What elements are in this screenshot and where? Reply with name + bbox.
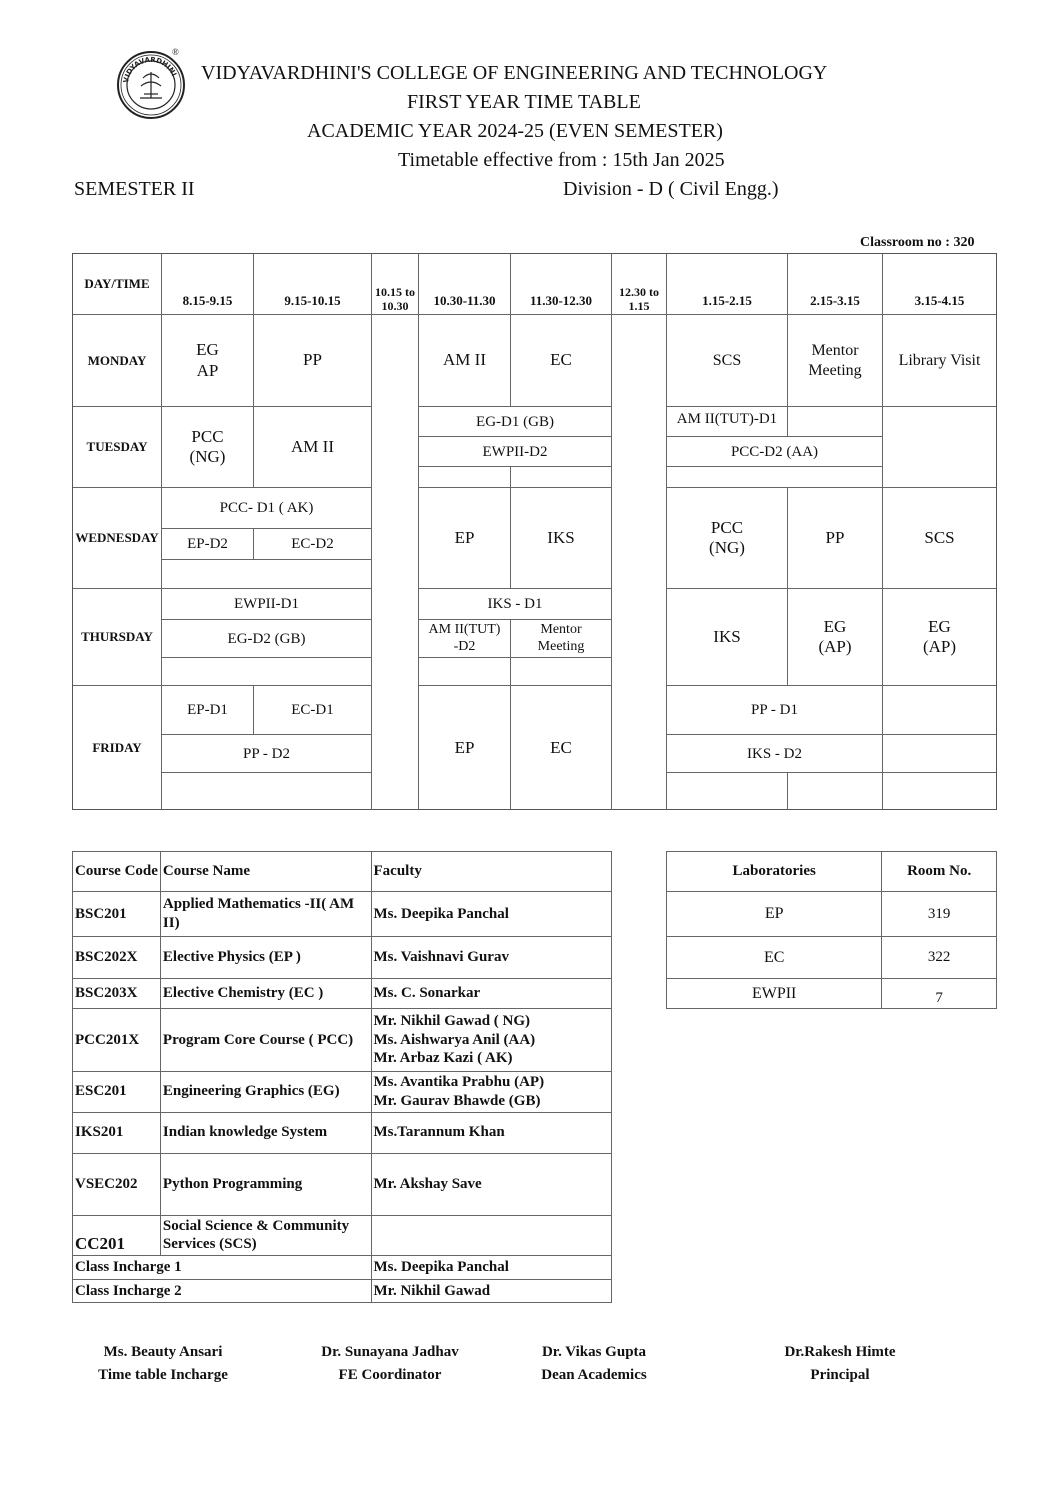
signatory-name: Dr. Sunayana Jadhav (321, 1344, 459, 1360)
course-name: Applied Mathematics -II( AM II) (160, 892, 371, 937)
page-title: FIRST YEAR TIME TABLE (407, 91, 641, 113)
slot-header: 2.15-3.15 (810, 293, 860, 309)
thursday-batch-d1: EWPII-D1 (234, 596, 299, 612)
monday-slot-4: AM II (443, 350, 486, 370)
slot-header: 10.30-11.30 (433, 293, 496, 309)
slot-header: 3.15-4.15 (914, 293, 965, 309)
day-label-thursday: THURSDAY (81, 629, 153, 645)
table-row (73, 979, 612, 1009)
table-row (73, 1072, 612, 1113)
signature-block (760, 1341, 920, 1386)
effective-date: Timetable effective from : 15th Jan 2025 (398, 149, 725, 171)
course-faculty: Mr. Nikhil Gawad ( NG) Ms. Aishwarya Anil (AA) Mr. Arbaz Kazi ( AK) (371, 1009, 612, 1072)
logo-registered-mark: ® (172, 47, 179, 57)
table-row (73, 937, 612, 979)
semester-label: SEMESTER II (74, 178, 195, 200)
timetable-grid (72, 253, 997, 810)
monday-slot-8: Mentor Meeting (808, 342, 862, 379)
friday-batch-d1-afternoon: PP - D1 (751, 702, 798, 718)
table-row (667, 892, 997, 937)
signatory-name: Ms. Beauty Ansari (103, 1344, 223, 1360)
course-code: BSC201 (73, 892, 161, 937)
course-faculty: Ms. Avantika Prabhu (AP) Mr. Gaurav Bhawde (GB) (371, 1072, 612, 1113)
wednesday-slot-9: SCS (924, 527, 955, 547)
incharge-name: Mr. Nikhil Gawad (371, 1280, 612, 1303)
header-course-name: Course Name (160, 852, 371, 892)
signature-block (310, 1341, 470, 1386)
lab-room: 7 (882, 979, 997, 1009)
header-course-code: Course Code (73, 852, 161, 892)
thursday-slot-9: EG (AP) (922, 616, 957, 656)
slot-header: 8.15-9.15 (182, 293, 233, 309)
course-name: Engineering Graphics (EG) (160, 1072, 371, 1113)
incharge-row (73, 1256, 612, 1280)
course-faculty: Ms. Vaishnavi Gurav (371, 937, 612, 979)
course-faculty: Ms. C. Sonarkar (371, 979, 612, 1009)
break-header: 10.15 to 10.30 (375, 284, 415, 313)
signatory-role: Principal (810, 1366, 870, 1383)
course-name: Elective Physics (EP ) (160, 937, 371, 979)
lunch-header: 12.30 to 1.15 (619, 284, 659, 313)
lab-name: EWPII (667, 979, 882, 1009)
table-row (73, 1009, 612, 1072)
day-time-header: DAY/TIME (84, 276, 150, 292)
classroom-number: Classroom no : 320 (860, 235, 975, 250)
monday-slot-5: EC (550, 350, 572, 370)
tuesday-slot-2: AM II (291, 436, 334, 456)
tuesday-batch-d2-afternoon: PCC-D2 (AA) (730, 443, 819, 460)
header-faculty: Faculty (371, 852, 612, 892)
lab-header-row (667, 852, 997, 892)
monday-slot-1: EG AP (196, 340, 219, 380)
monday-slot-9: Library Visit (898, 351, 981, 369)
wednesday-batch-d2-ep: EP-D2 (187, 536, 228, 552)
wednesday-slot-4: EP (454, 527, 475, 547)
tuesday-slot-1: PCC (NG) (189, 426, 226, 466)
course-faculty (371, 1215, 612, 1256)
course-code: ESC201 (73, 1072, 161, 1113)
lab-room: 319 (882, 892, 997, 937)
course-name: Indian knowledge System (160, 1112, 371, 1153)
course-code: VSEC202 (73, 1153, 161, 1215)
day-label-wednesday: WEDNESDAY (75, 530, 159, 546)
thursday-batch-d1-morning: IKS - D1 (487, 596, 543, 612)
signatory-name: Dr. Vikas Gupta (541, 1344, 647, 1360)
course-name: Program Core Course ( PCC) (160, 1009, 371, 1072)
signature-block (524, 1341, 664, 1386)
friday-slot-5: EC (550, 737, 572, 757)
friday-batch-d2-afternoon: IKS - D2 (747, 745, 802, 762)
thursday-mentor-meeting: Mentor Meeting (537, 621, 585, 654)
academic-year: ACADEMIC YEAR 2024-25 (EVEN SEMESTER) (307, 120, 723, 142)
division-label: Division - D ( Civil Engg.) (563, 178, 779, 200)
lab-table (666, 851, 997, 1009)
monday-slot-7: SCS (712, 351, 742, 369)
wednesday-slot-5: IKS (547, 527, 575, 547)
logo-text: VIDYAVARDHINI (122, 55, 178, 84)
course-code: CC201 (73, 1215, 161, 1256)
course-code: BSC202X (73, 937, 161, 979)
monday-slot-2: PP (303, 350, 322, 370)
wednesday-slot-8: PP (825, 527, 845, 547)
day-label-monday: MONDAY (87, 352, 147, 368)
lab-name: EC (667, 937, 882, 979)
tuesday-batch-d2-morning: EWPII-D2 (482, 443, 548, 460)
signatory-name: Dr.Rakesh Himte (784, 1344, 896, 1360)
slot-header: 1.15-2.15 (702, 293, 752, 309)
table-row (73, 892, 612, 937)
thursday-slot-8: EG (AP) (818, 616, 852, 656)
slot-header: 9.15-10.15 (284, 293, 341, 309)
table-row (73, 1215, 612, 1256)
lab-room: 322 (882, 937, 997, 979)
college-logo (116, 50, 186, 120)
table-row (73, 1153, 612, 1215)
course-name: Elective Chemistry (EC ) (160, 979, 371, 1009)
thursday-batch-d2-tut: AM II(TUT) -D2 (428, 621, 501, 654)
course-faculty: Ms. Deepika Panchal (371, 892, 612, 937)
friday-batch-d1-ec: EC-D1 (291, 702, 334, 718)
table-row (73, 1112, 612, 1153)
day-label-friday: FRIDAY (92, 740, 142, 756)
course-code: PCC201X (73, 1009, 161, 1072)
wednesday-batch-d2-ec: EC-D2 (291, 536, 334, 552)
table-row (667, 979, 997, 1009)
course-faculty: Ms.Tarannum Khan (371, 1112, 612, 1153)
table-row (667, 937, 997, 979)
signatory-role: Dean Academics (541, 1366, 647, 1383)
header-room-no: Room No. (882, 852, 997, 892)
incharge-label: Class Incharge 2 (73, 1280, 372, 1303)
incharge-label: Class Incharge 1 (73, 1256, 372, 1280)
course-name: Python Programming (160, 1153, 371, 1215)
tuesday-batch-d1-morning: EG-D1 (GB) (476, 413, 554, 430)
course-code: BSC203X (73, 979, 161, 1009)
thursday-slot-7: IKS (713, 626, 741, 646)
signatory-role: Time table Incharge (98, 1366, 228, 1383)
course-table (72, 851, 612, 1303)
incharge-name: Ms. Deepika Panchal (371, 1256, 612, 1280)
friday-batch-d2: PP - D2 (243, 745, 290, 762)
wednesday-batch-d1: PCC- D1 ( AK) (219, 500, 314, 516)
day-label-tuesday: TUESDAY (86, 439, 148, 455)
course-faculty: Mr. Akshay Save (371, 1153, 612, 1215)
signatory-role: FE Coordinator (338, 1366, 442, 1383)
lab-name: EP (667, 892, 882, 937)
header-laboratories: Laboratories (667, 852, 882, 892)
friday-batch-d1-ep: EP-D1 (187, 702, 228, 718)
slot-header: 11.30-12.30 (529, 293, 593, 309)
college-name: VIDYAVARDHINI'S COLLEGE OF ENGINEERING AND TECHNOLOGY (201, 62, 828, 84)
thursday-batch-d2: EG-D2 (GB) (227, 630, 306, 647)
friday-slot-4: EP (454, 737, 475, 757)
course-name: Social Science & Community Services (SCS) (160, 1215, 371, 1256)
incharge-row (73, 1280, 612, 1303)
wednesday-slot-7: PCC (NG) (709, 517, 745, 557)
tuesday-batch-d1-afternoon: AM II(TUT)-D1 (676, 411, 778, 427)
signature-block (88, 1341, 238, 1386)
table-header-row (73, 852, 612, 892)
course-code: IKS201 (73, 1112, 161, 1153)
